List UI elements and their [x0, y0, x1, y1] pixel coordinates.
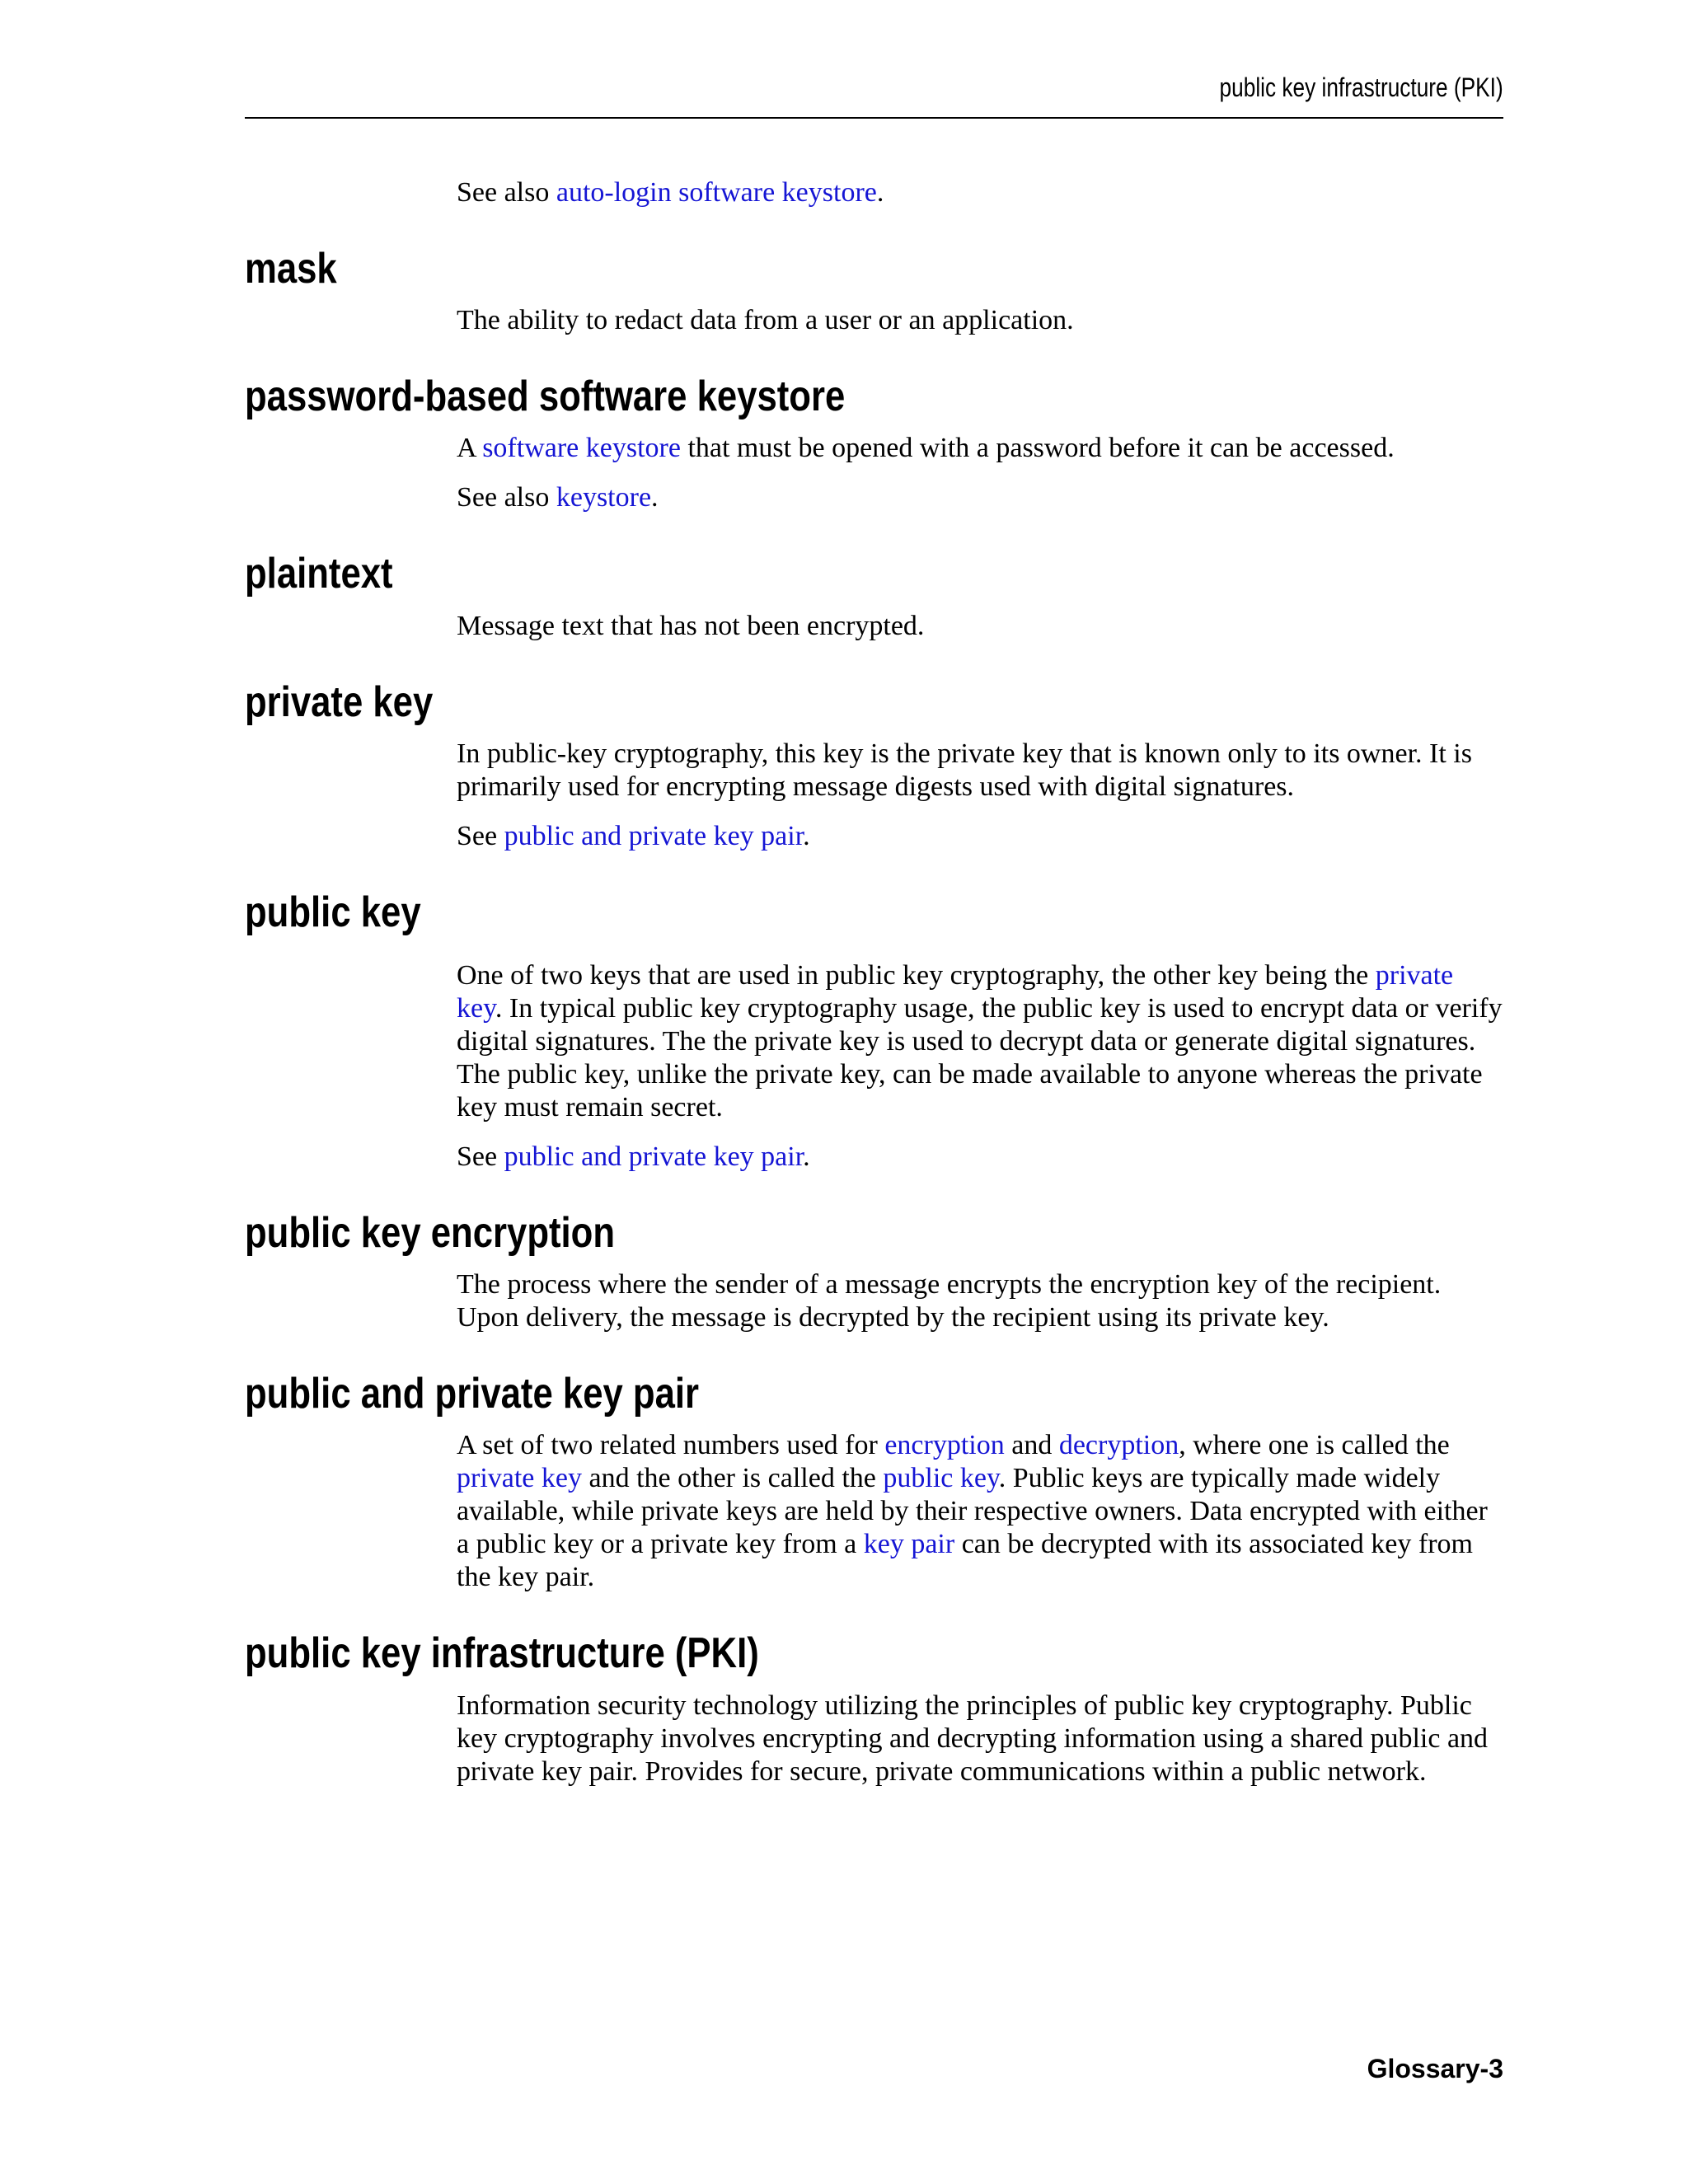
definition-private-key: In public-key cryptography, this key is the private key that is known only to its owner. It is primarily used for encrypting message digests used with digital signatures. See public and private key pair.	[457, 738, 1472, 851]
term-private-key: private key	[245, 677, 434, 726]
term-mask: mask	[245, 245, 337, 293]
link-public-and-private-key-pair[interactable]: public and private key pair	[504, 1141, 804, 1172]
term-public-key-encryption: public key encryption	[245, 1208, 616, 1257]
term-plaintext: plaintext	[245, 550, 393, 598]
link-public-key[interactable]: public key	[883, 1463, 999, 1494]
link-encryption[interactable]: encryption	[884, 1430, 1005, 1461]
link-keystore[interactable]: keystore	[556, 482, 652, 513]
definition-public-and-private-key-pair: A set of two related numbers used for encryption and decryption, where one is called the private key and the other is called the public key. Public keys are typically made widely available, while private keys are held by their respective owners. Data encrypted with either a public key or a private key from a key pair can be decrypted with its associated key from the key pair.	[457, 1430, 1488, 1593]
definition-plaintext: Message text that has not been encrypted.	[457, 610, 925, 641]
see-also-paragraph: See also auto-login software keystore.	[457, 177, 884, 208]
link-private-key[interactable]: private key	[457, 959, 1454, 1024]
definition-public-key-encryption: The process where the sender of a message encrypts the encryption key of the recipient. Upon delivery, the message is decrypted by the recipient using its private key.	[457, 1269, 1442, 1333]
term-public-key-infrastructure: public key infrastructure (PKI)	[245, 1629, 759, 1678]
definition-public-key-infrastructure: Information security technology utilizing the principles of public key cryptography. Public key cryptography involves encrypting and decrypting information using a shared public and private key pair. Provides for secure, private communications within a public network.	[457, 1690, 1489, 1787]
definition-public-key: One of two keys that are used in public key cryptography, the other key being the private key. In typical public key cryptography usage, the public key is used to encrypt data or verify digital signatures. The the private key is used to decrypt data or generate digital signatures. The public key, unlike the private key, can be made available to anyone whereas the private key must remain secret. See public and private key pair.	[457, 959, 1503, 1172]
page-header	[245, 73, 1503, 119]
glossary-content	[245, 165, 1503, 1788]
intro-see-also	[457, 176, 1503, 209]
link-key-pair[interactable]: key pair	[863, 1529, 955, 1560]
definition-mask: The ability to redact data from a user or an application.	[457, 305, 1074, 336]
link-software-keystore[interactable]: software keystore	[482, 433, 681, 464]
definition-password-based-software-keystore: A software keystore that must be opened with a password before it can be accessed. See also keystore.	[457, 433, 1395, 513]
term-password-based-software-keystore: password-based software keystore	[245, 373, 846, 421]
link-auto-login-software-keystore[interactable]: auto-login software keystore	[556, 177, 877, 208]
term-public-key: public key	[245, 888, 421, 936]
link-decryption[interactable]: decryption	[1058, 1430, 1179, 1461]
link-public-and-private-key-pair[interactable]: public and private key pair	[504, 820, 804, 851]
term-public-and-private-key-pair: public and private key pair	[245, 1370, 700, 1418]
running-head: public key infrastructure (PKI)	[1219, 73, 1503, 102]
link-private-key[interactable]: private key	[457, 1463, 582, 1494]
page-number: Glossary-3	[1367, 2054, 1503, 2083]
